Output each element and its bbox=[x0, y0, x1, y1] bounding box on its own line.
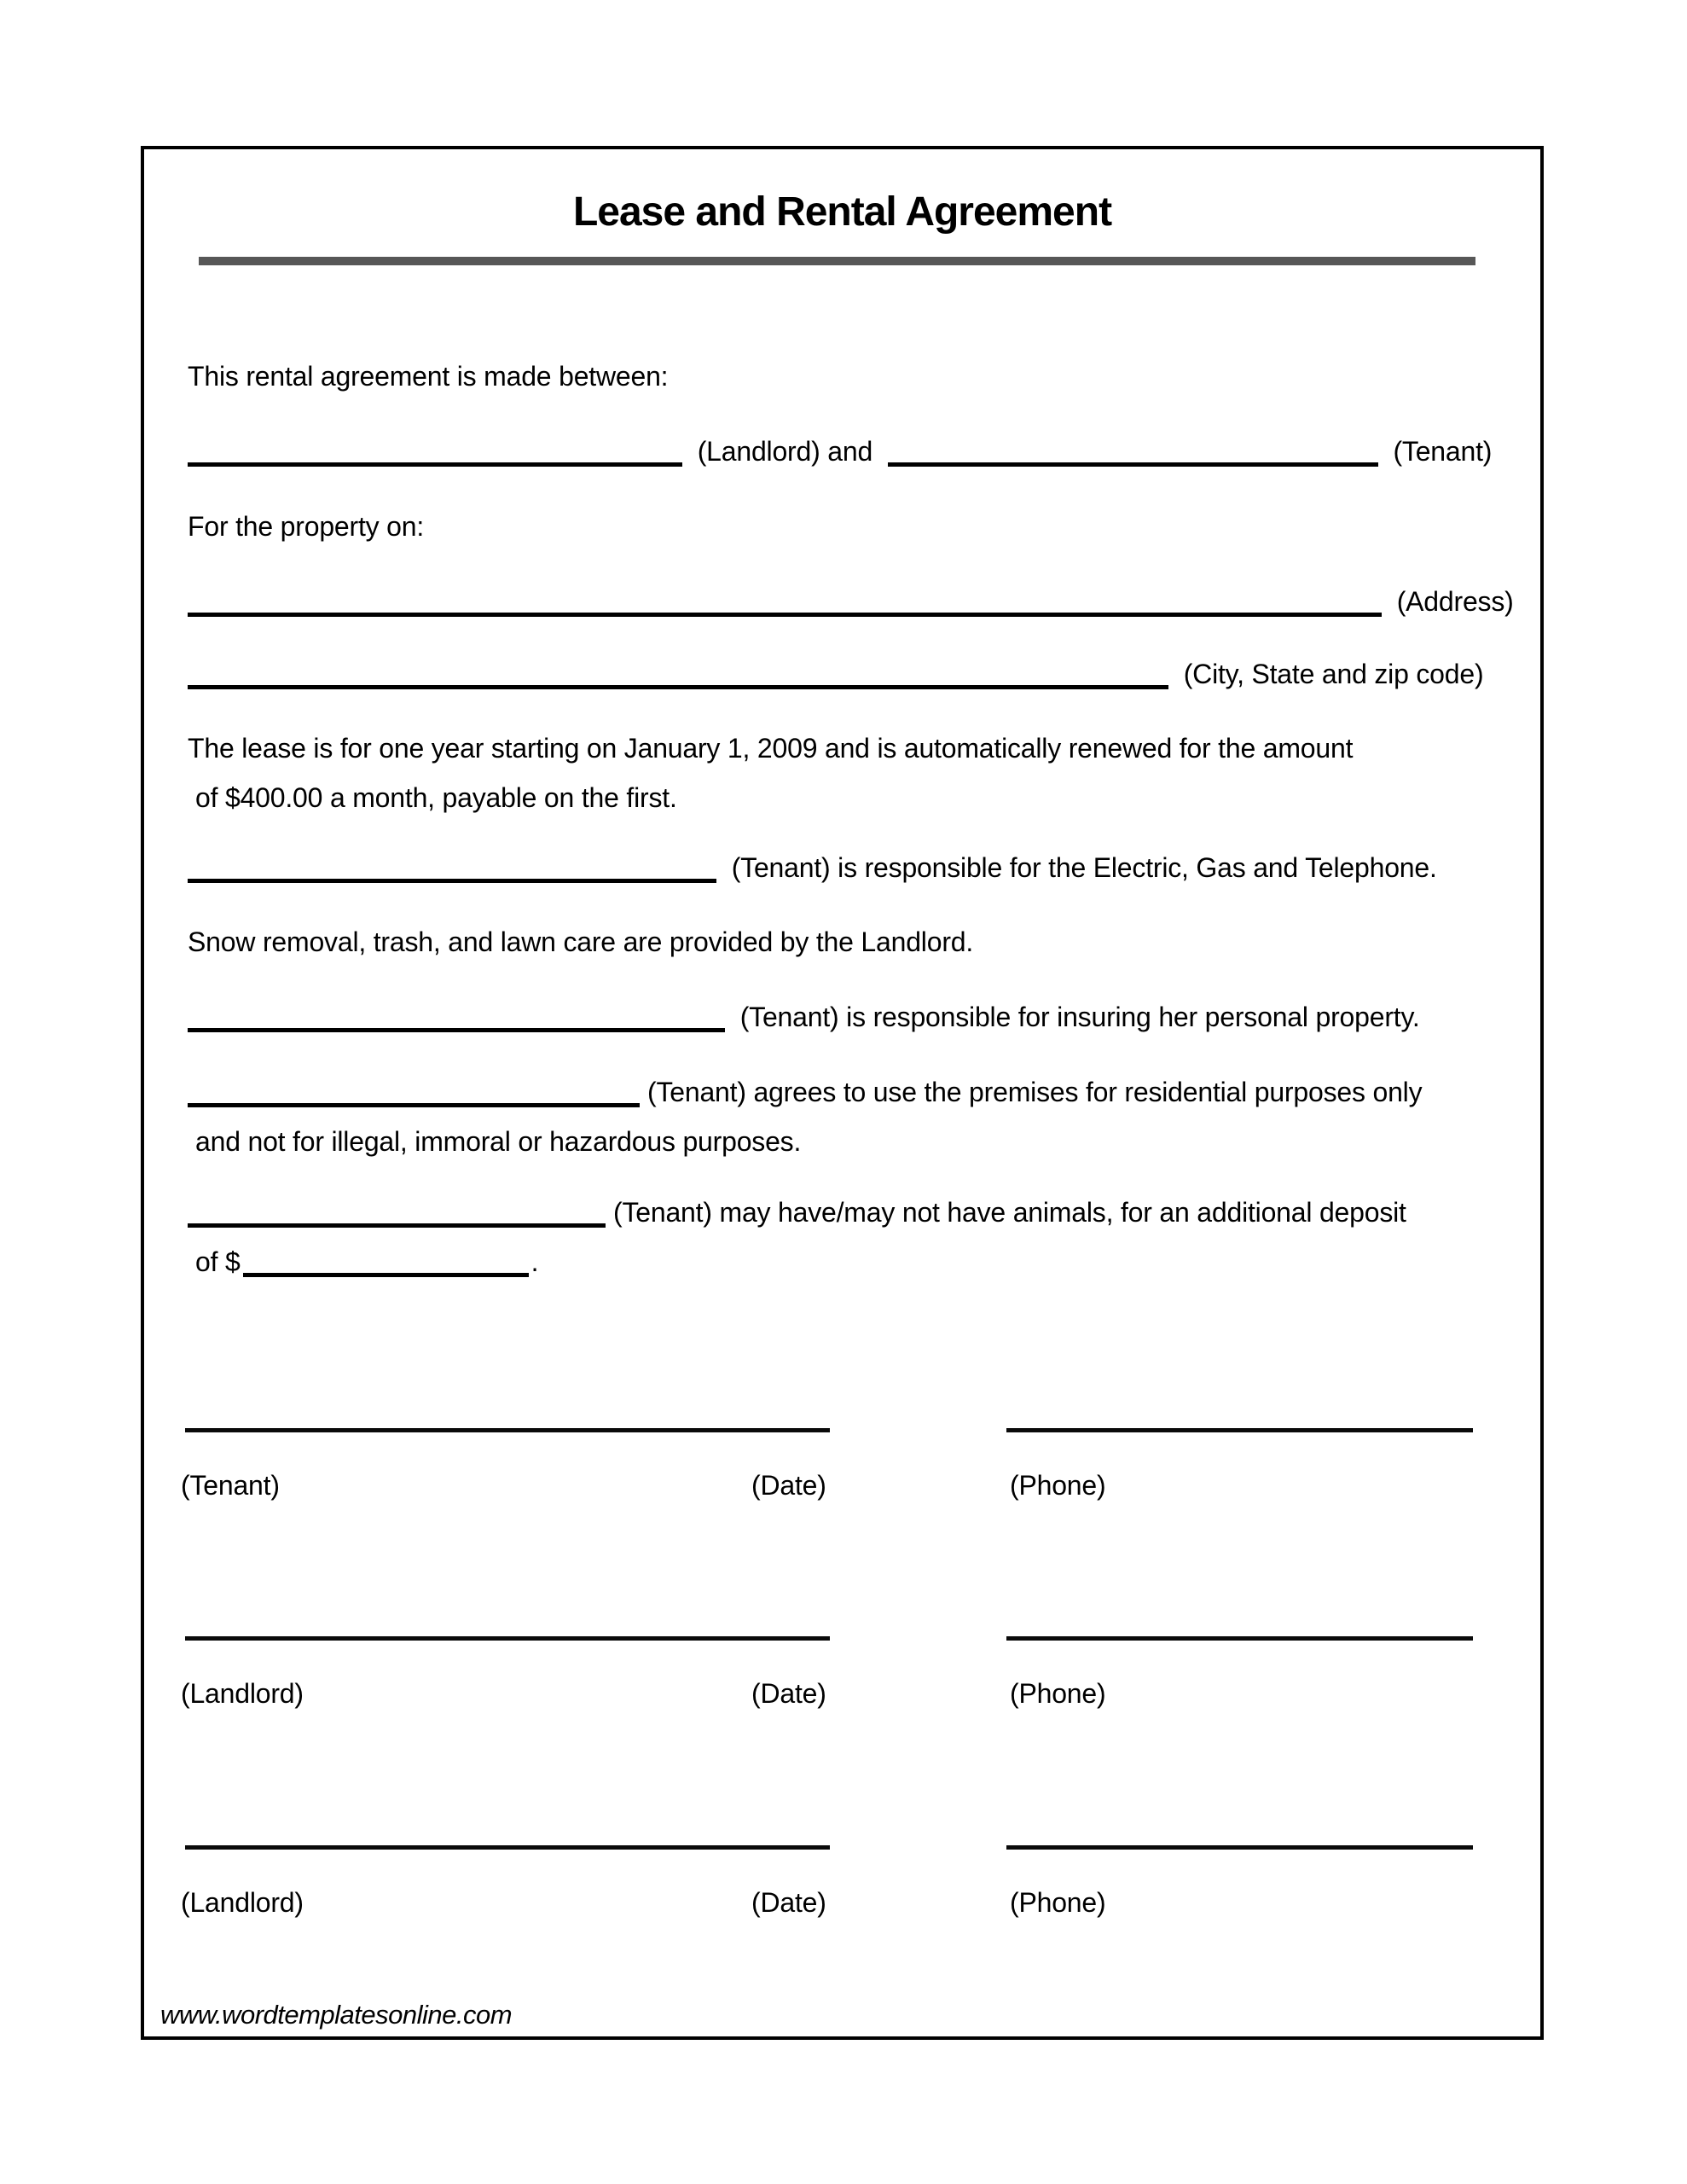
landlord1-signature-label: (Landlord) bbox=[181, 1678, 304, 1709]
lease-terms-line1: The lease is for one year starting on January 1, 2009 and is automatically renewed for the amount bbox=[188, 733, 1354, 764]
landlord-suffix-label: (Landlord) and bbox=[697, 436, 873, 467]
insurance-tenant-blank bbox=[188, 1028, 725, 1032]
signature-row-landlord-1 bbox=[144, 1636, 1540, 1739]
landlord2-signature-date-line bbox=[185, 1845, 830, 1850]
city-state-zip-blank bbox=[188, 685, 1168, 689]
use-clause-suffix-label: (Tenant) agrees to use the premises for residential purposes only bbox=[647, 1077, 1423, 1107]
deposit-prefix-label: of $ bbox=[195, 1246, 241, 1277]
landlord2-signature-label: (Landlord) bbox=[181, 1887, 304, 1918]
utilities-suffix-label: (Tenant) is responsible for the Electric, Gas and Telephone. bbox=[731, 852, 1437, 883]
use-clause-tenant-blank bbox=[188, 1103, 640, 1107]
landlord1-signature-date-line bbox=[185, 1636, 830, 1641]
landlord-name-blank bbox=[188, 462, 682, 467]
tenant-date-label: (Date) bbox=[751, 1470, 826, 1501]
signature-row-tenant bbox=[144, 1428, 1540, 1531]
landlord1-date-label: (Date) bbox=[751, 1678, 826, 1709]
deposit-period: . bbox=[530, 1246, 539, 1277]
parties-line bbox=[188, 427, 1523, 476]
address-suffix-label: (Address) bbox=[1396, 586, 1514, 617]
animals-clause-line1 bbox=[188, 1188, 1523, 1237]
document-title: Lease and Rental Agreement bbox=[572, 189, 1112, 235]
tenant-suffix-label: (Tenant) bbox=[1393, 436, 1493, 467]
tenant-signature-label: (Tenant) bbox=[181, 1470, 280, 1501]
address-blank bbox=[188, 613, 1382, 617]
lease-terms-line2: of $400.00 a month, payable on the first. bbox=[195, 782, 677, 813]
landlord-services-line: Snow removal, trash, and lawn care are provided by the Landlord. bbox=[188, 926, 974, 957]
insurance-line bbox=[188, 992, 1523, 1042]
landlord2-phone-line bbox=[1006, 1845, 1473, 1850]
use-clause-paragraph bbox=[188, 1067, 1523, 1166]
title-underline-rule bbox=[199, 257, 1475, 265]
city-suffix-label: (City, State and zip code) bbox=[1183, 659, 1484, 689]
tenant-name-blank bbox=[888, 462, 1378, 467]
animals-tenant-blank bbox=[188, 1223, 606, 1228]
landlord1-phone-label: (Phone) bbox=[1010, 1678, 1106, 1709]
document-page-frame bbox=[141, 146, 1544, 2040]
lease-terms-paragraph bbox=[188, 723, 1523, 822]
property-lead-line: For the property on: bbox=[188, 511, 425, 542]
utilities-tenant-blank bbox=[188, 879, 716, 883]
address-line bbox=[188, 577, 1523, 626]
landlord2-phone-label: (Phone) bbox=[1010, 1887, 1106, 1918]
deposit-amount-blank bbox=[243, 1273, 529, 1277]
landlord2-date-label: (Date) bbox=[751, 1887, 826, 1918]
intro-line: This rental agreement is made between: bbox=[188, 361, 669, 392]
use-clause-line1 bbox=[188, 1067, 1523, 1117]
animals-suffix-label: (Tenant) may have/may not have animals, for an additional deposit bbox=[613, 1197, 1406, 1228]
tenant-phone-line bbox=[1006, 1428, 1473, 1432]
insurance-suffix-label: (Tenant) is responsible for insuring her personal property. bbox=[739, 1002, 1420, 1032]
city-state-zip-line bbox=[188, 649, 1523, 699]
utilities-line bbox=[188, 843, 1523, 892]
tenant-phone-label: (Phone) bbox=[1010, 1470, 1106, 1501]
website-footer: www.wordtemplatesonline.com bbox=[160, 2000, 513, 2030]
animals-clause-paragraph bbox=[188, 1188, 1523, 1287]
landlord1-phone-line bbox=[1006, 1636, 1473, 1641]
use-clause-line2: and not for illegal, immoral or hazardous purposes. bbox=[195, 1126, 802, 1157]
animals-clause-line2 bbox=[195, 1237, 1523, 1287]
signature-row-landlord-2 bbox=[144, 1845, 1540, 1948]
tenant-signature-date-line bbox=[185, 1428, 830, 1432]
